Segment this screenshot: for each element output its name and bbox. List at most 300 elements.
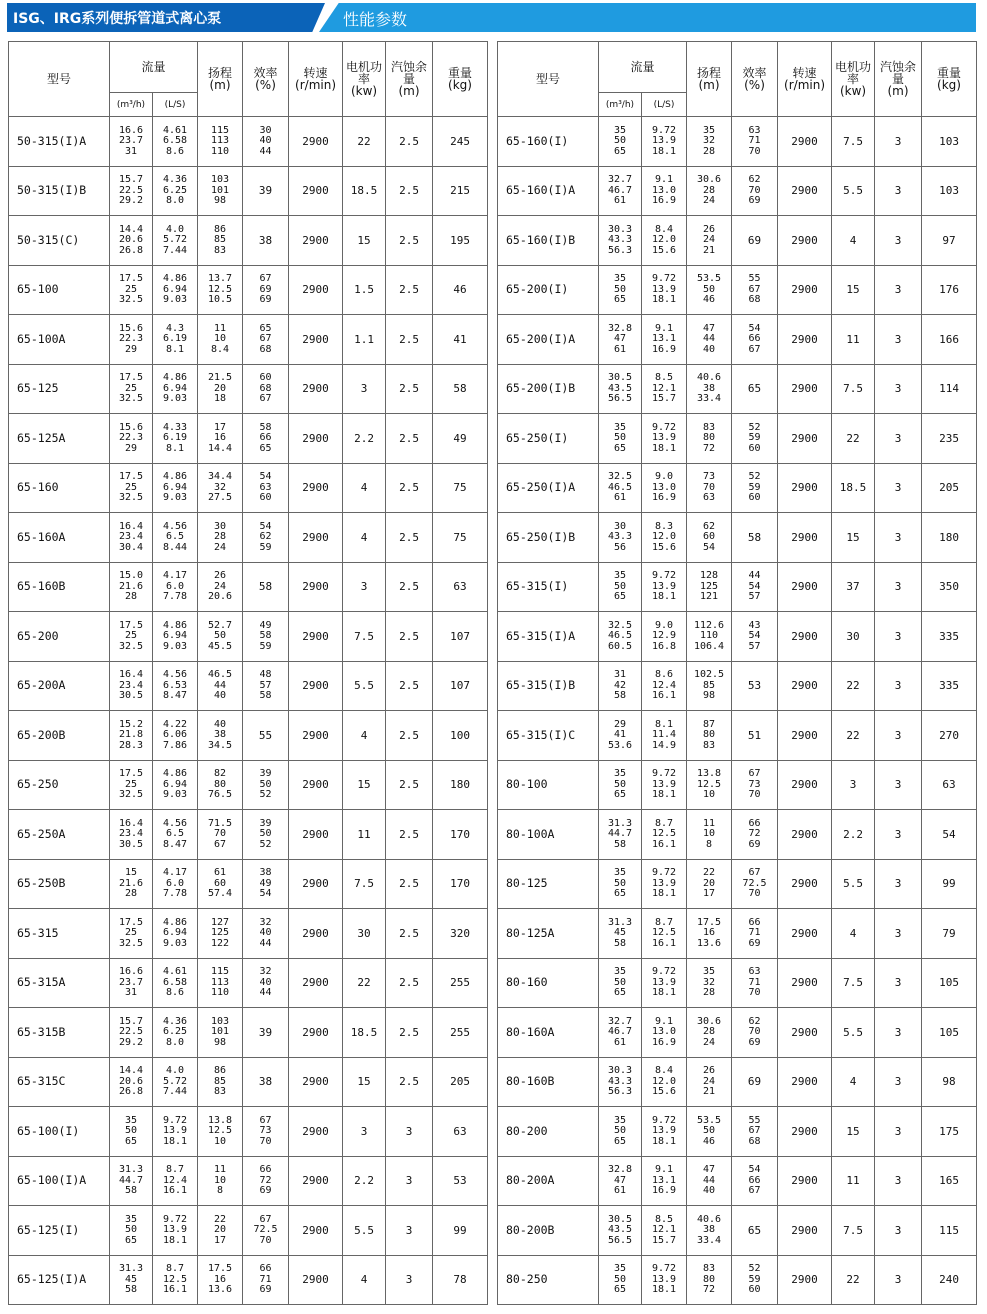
cell-power: 22 — [832, 1255, 875, 1305]
cell-flow-m3h: 35 50 65 — [599, 414, 642, 464]
cell-flow-m3h: 16.4 23.4 30.5 — [110, 661, 153, 711]
cell-speed: 2900 — [778, 958, 832, 1008]
table-row — [9, 909, 488, 959]
cell-power: 4 — [343, 1255, 386, 1305]
cell-flow-ls: 4.0 5.72 7.44 — [153, 1057, 198, 1107]
cell-flow-ls: 9.1 13.0 16.9 — [642, 166, 687, 216]
cell-power: 7.5 — [832, 117, 875, 167]
cell-head: 26 24 21 — [687, 216, 732, 266]
cell-flow-ls: 8.7 12.5 16.1 — [642, 810, 687, 860]
cell-flow-ls: 9.72 13.9 18.1 — [642, 1107, 687, 1157]
table-row — [498, 612, 977, 662]
cell-npsh: 3 — [386, 1156, 433, 1206]
cell-efficiency: 66 71 69 — [243, 1255, 289, 1305]
cell-power: 11 — [343, 810, 386, 860]
cell-npsh: 3 — [875, 760, 922, 810]
cell-efficiency: 32 40 44 — [243, 958, 289, 1008]
col-flow-ls: (L/S) — [642, 93, 687, 117]
cell-head: 128 125 121 — [687, 562, 732, 612]
cell-flow-m3h: 17.5 25 32.5 — [110, 760, 153, 810]
col-npsh: 汽蚀余量 (m) — [386, 42, 433, 117]
cell-power: 37 — [832, 562, 875, 612]
cell-npsh: 2.5 — [386, 166, 433, 216]
cell-flow-m3h: 17.5 25 32.5 — [110, 612, 153, 662]
cell-head: 13.8 12.5 10 — [198, 1107, 243, 1157]
cell-head: 47 44 40 — [687, 315, 732, 365]
cell-weight: 49 — [433, 414, 488, 464]
cell-efficiency: 55 67 68 — [732, 265, 778, 315]
cell-model: 65-125 — [9, 364, 110, 414]
col-speed: 转速 (r/min) — [289, 42, 343, 117]
cell-flow-m3h: 15.6 22.3 29 — [110, 414, 153, 464]
cell-head: 86 85 83 — [198, 1057, 243, 1107]
cell-speed: 2900 — [289, 810, 343, 860]
cell-npsh: 2.5 — [386, 661, 433, 711]
cell-efficiency: 67 72.5 70 — [243, 1206, 289, 1256]
cell-head: 103 101 98 — [198, 1008, 243, 1058]
cell-head: 87 80 83 — [687, 711, 732, 761]
cell-efficiency: 65 67 68 — [243, 315, 289, 365]
cell-npsh: 3 — [386, 1107, 433, 1157]
col-flow-m3h: (m³/h) — [599, 93, 642, 117]
col-flow-ls: (L/S) — [153, 93, 198, 117]
cell-npsh: 2.5 — [386, 612, 433, 662]
cell-head: 30 28 24 — [198, 513, 243, 563]
cell-flow-m3h: 35 50 65 — [599, 1255, 642, 1305]
cell-npsh: 3 — [875, 216, 922, 266]
cell-efficiency: 67 73 70 — [732, 760, 778, 810]
cell-model: 65-315B — [9, 1008, 110, 1058]
cell-speed: 2900 — [778, 166, 832, 216]
table-row — [498, 166, 977, 216]
cell-power: 4 — [343, 463, 386, 513]
cell-power: 5.5 — [832, 166, 875, 216]
cell-weight: 105 — [922, 958, 977, 1008]
cell-flow-m3h: 31 42 58 — [599, 661, 642, 711]
cell-head: 13.7 12.5 10.5 — [198, 265, 243, 315]
cell-npsh: 3 — [875, 711, 922, 761]
cell-flow-m3h: 30 43.3 56 — [599, 513, 642, 563]
cell-speed: 2900 — [778, 859, 832, 909]
cell-flow-m3h: 35 50 65 — [110, 1107, 153, 1157]
cell-model: 65-200A — [9, 661, 110, 711]
cell-speed: 2900 — [778, 216, 832, 266]
cell-efficiency: 63 71 70 — [732, 117, 778, 167]
cell-efficiency: 66 72 69 — [732, 810, 778, 860]
col-flow: 流量 — [599, 42, 687, 93]
cell-npsh: 2.5 — [386, 760, 433, 810]
cell-flow-m3h: 32.5 46.5 61 — [599, 463, 642, 513]
cell-weight: 170 — [433, 859, 488, 909]
table-row — [9, 117, 488, 167]
cell-power: 7.5 — [343, 612, 386, 662]
cell-model: 80-125A — [498, 909, 599, 959]
cell-model: 65-125(I)A — [9, 1255, 110, 1305]
cell-head: 40.6 38 33.4 — [687, 364, 732, 414]
table-row — [9, 661, 488, 711]
cell-power: 3 — [343, 364, 386, 414]
cell-npsh: 3 — [875, 1057, 922, 1107]
cell-weight: 180 — [433, 760, 488, 810]
cell-power: 22 — [343, 117, 386, 167]
cell-head: 83 80 72 — [687, 1255, 732, 1305]
cell-head: 26 24 21 — [687, 1057, 732, 1107]
table-row — [498, 1008, 977, 1058]
cell-weight: 350 — [922, 562, 977, 612]
cell-efficiency: 54 66 67 — [732, 1156, 778, 1206]
cell-efficiency: 39 — [243, 166, 289, 216]
cell-flow-ls: 8.7 12.5 16.1 — [642, 909, 687, 959]
cell-model: 65-125A — [9, 414, 110, 464]
cell-speed: 2900 — [778, 1206, 832, 1256]
cell-npsh: 2.5 — [386, 958, 433, 1008]
cell-weight: 195 — [433, 216, 488, 266]
cell-weight: 63 — [433, 1107, 488, 1157]
cell-efficiency: 43 54 57 — [732, 612, 778, 662]
cell-model: 80-160B — [498, 1057, 599, 1107]
cell-power: 4 — [832, 1057, 875, 1107]
cell-npsh: 2.5 — [386, 1008, 433, 1058]
cell-head: 62 60 54 — [687, 513, 732, 563]
cell-weight: 41 — [433, 315, 488, 365]
col-npsh: 汽蚀余量 (m) — [875, 42, 922, 117]
cell-head: 22 20 17 — [687, 859, 732, 909]
cell-efficiency: 39 50 52 — [243, 810, 289, 860]
table-row — [9, 364, 488, 414]
cell-model: 80-200B — [498, 1206, 599, 1256]
cell-npsh: 3 — [875, 958, 922, 1008]
cell-flow-ls: 9.72 13.9 18.1 — [642, 1255, 687, 1305]
cell-speed: 2900 — [289, 711, 343, 761]
cell-flow-m3h: 31.3 44.7 58 — [110, 1156, 153, 1206]
cell-flow-ls: 4.3 6.19 8.1 — [153, 315, 198, 365]
table-row — [498, 760, 977, 810]
cell-speed: 2900 — [778, 711, 832, 761]
cell-npsh: 3 — [386, 1255, 433, 1305]
cell-npsh: 3 — [875, 1156, 922, 1206]
cell-weight: 54 — [922, 810, 977, 860]
cell-npsh: 2.5 — [386, 859, 433, 909]
cell-weight: 97 — [922, 216, 977, 266]
cell-efficiency: 32 40 44 — [243, 909, 289, 959]
cell-head: 103 101 98 — [198, 166, 243, 216]
cell-efficiency: 49 58 59 — [243, 612, 289, 662]
cell-flow-ls: 9.0 12.9 16.8 — [642, 612, 687, 662]
cell-flow-m3h: 35 50 65 — [599, 859, 642, 909]
cell-efficiency: 67 69 69 — [243, 265, 289, 315]
cell-head: 82 80 76.5 — [198, 760, 243, 810]
table-row — [498, 859, 977, 909]
cell-flow-m3h: 35 50 65 — [110, 1206, 153, 1256]
cell-npsh: 3 — [875, 315, 922, 365]
cell-model: 65-315(I)A — [498, 612, 599, 662]
cell-npsh: 3 — [875, 414, 922, 464]
cell-flow-ls: 9.1 13.1 16.9 — [642, 1156, 687, 1206]
table-row — [9, 562, 488, 612]
cell-speed: 2900 — [289, 1107, 343, 1157]
cell-efficiency: 69 — [732, 1057, 778, 1107]
cell-power: 5.5 — [832, 1008, 875, 1058]
cell-flow-ls: 4.56 6.5 8.44 — [153, 513, 198, 563]
cell-weight: 63 — [433, 562, 488, 612]
cell-flow-ls: 9.0 13.0 16.9 — [642, 463, 687, 513]
cell-model: 80-100A — [498, 810, 599, 860]
cell-power: 22 — [832, 661, 875, 711]
cell-flow-m3h: 15.2 21.8 28.3 — [110, 711, 153, 761]
cell-model: 50-315(C) — [9, 216, 110, 266]
cell-efficiency: 52 59 60 — [732, 463, 778, 513]
cell-flow-ls: 4.36 6.25 8.0 — [153, 166, 198, 216]
cell-efficiency: 39 — [243, 1008, 289, 1058]
cell-efficiency: 65 — [732, 1206, 778, 1256]
cell-model: 65-160(I)A — [498, 166, 599, 216]
cell-speed: 2900 — [778, 562, 832, 612]
cell-efficiency: 58 — [243, 562, 289, 612]
cell-flow-ls: 4.17 6.0 7.78 — [153, 562, 198, 612]
col-weight: 重量 (kg) — [922, 42, 977, 117]
cell-head: 35 32 28 — [687, 117, 732, 167]
cell-flow-m3h: 32.8 47 61 — [599, 1156, 642, 1206]
table-row — [498, 1107, 977, 1157]
cell-npsh: 2.5 — [386, 117, 433, 167]
cell-power: 7.5 — [832, 364, 875, 414]
cell-power: 7.5 — [343, 859, 386, 909]
table-row — [9, 1107, 488, 1157]
cell-flow-m3h: 16.6 23.7 31 — [110, 117, 153, 167]
title-banner — [7, 3, 976, 32]
table-row — [9, 1057, 488, 1107]
table-row — [9, 513, 488, 563]
cell-weight: 99 — [433, 1206, 488, 1256]
cell-weight: 107 — [433, 612, 488, 662]
cell-power: 15 — [343, 1057, 386, 1107]
cell-speed: 2900 — [289, 364, 343, 414]
cell-flow-ls: 8.4 12.0 15.6 — [642, 216, 687, 266]
cell-efficiency: 62 70 69 — [732, 1008, 778, 1058]
cell-efficiency: 54 66 67 — [732, 315, 778, 365]
cell-npsh: 2.5 — [386, 513, 433, 563]
cell-speed: 2900 — [778, 364, 832, 414]
cell-model: 65-160(I)B — [498, 216, 599, 266]
cell-flow-m3h: 35 50 65 — [599, 958, 642, 1008]
cell-head: 52.7 50 45.5 — [198, 612, 243, 662]
cell-efficiency: 38 — [243, 1057, 289, 1107]
cell-weight: 98 — [922, 1057, 977, 1107]
cell-head: 11 10 8 — [687, 810, 732, 860]
cell-weight: 75 — [433, 513, 488, 563]
cell-flow-ls: 9.72 13.9 18.1 — [642, 562, 687, 612]
cell-weight: 103 — [922, 166, 977, 216]
cell-model: 65-315A — [9, 958, 110, 1008]
cell-model: 65-160(I) — [498, 117, 599, 167]
cell-flow-m3h: 30.3 43.3 56.3 — [599, 216, 642, 266]
cell-head: 53.5 50 46 — [687, 1107, 732, 1157]
cell-head: 127 125 122 — [198, 909, 243, 959]
cell-head: 47 44 40 — [687, 1156, 732, 1206]
cell-power: 15 — [832, 265, 875, 315]
cell-flow-ls: 4.86 6.94 9.03 — [153, 760, 198, 810]
cell-efficiency: 48 57 58 — [243, 661, 289, 711]
cell-head: 26 24 20.6 — [198, 562, 243, 612]
cell-flow-ls: 9.72 13.9 18.1 — [642, 958, 687, 1008]
cell-flow-ls: 4.86 6.94 9.03 — [153, 364, 198, 414]
cell-flow-ls: 9.72 13.9 18.1 — [642, 265, 687, 315]
cell-power: 22 — [832, 711, 875, 761]
cell-model: 50-315(I)A — [9, 117, 110, 167]
cell-model: 80-100 — [498, 760, 599, 810]
table-row — [498, 513, 977, 563]
cell-head: 46.5 44 40 — [198, 661, 243, 711]
cell-efficiency: 67 72.5 70 — [732, 859, 778, 909]
cell-npsh: 2.5 — [386, 364, 433, 414]
cell-model: 80-200A — [498, 1156, 599, 1206]
cell-model: 65-250B — [9, 859, 110, 909]
cell-model: 65-200(I) — [498, 265, 599, 315]
title-banner-light — [319, 3, 976, 32]
cell-power: 3 — [343, 562, 386, 612]
cell-flow-ls: 9.72 13.9 18.1 — [153, 1206, 198, 1256]
cell-efficiency: 62 70 69 — [732, 166, 778, 216]
cell-model: 80-125 — [498, 859, 599, 909]
cell-model: 65-200B — [9, 711, 110, 761]
cell-npsh: 3 — [875, 1008, 922, 1058]
table-row — [498, 1206, 977, 1256]
cell-weight: 99 — [922, 859, 977, 909]
cell-weight: 335 — [922, 661, 977, 711]
cell-npsh: 3 — [875, 562, 922, 612]
cell-npsh: 3 — [875, 612, 922, 662]
col-flow: 流量 — [110, 42, 198, 93]
cell-head: 11 10 8 — [198, 1156, 243, 1206]
cell-flow-m3h: 32.5 46.5 60.5 — [599, 612, 642, 662]
cell-model: 65-160A — [9, 513, 110, 563]
table-row — [498, 711, 977, 761]
col-efficiency: 效率 (%) — [732, 42, 778, 117]
cell-power: 7.5 — [832, 958, 875, 1008]
cell-head: 83 80 72 — [687, 414, 732, 464]
cell-model: 65-250(I)A — [498, 463, 599, 513]
cell-flow-m3h: 14.4 20.6 26.8 — [110, 1057, 153, 1107]
cell-flow-ls: 8.5 12.1 15.7 — [642, 364, 687, 414]
table-row — [498, 414, 977, 464]
cell-efficiency: 54 62 59 — [243, 513, 289, 563]
cell-head: 86 85 83 — [198, 216, 243, 266]
cell-weight: 166 — [922, 315, 977, 365]
cell-model: 65-200(I)A — [498, 315, 599, 365]
cell-weight: 53 — [433, 1156, 488, 1206]
table-row — [498, 315, 977, 365]
cell-weight: 255 — [433, 958, 488, 1008]
cell-speed: 2900 — [289, 1255, 343, 1305]
cell-speed: 2900 — [778, 1008, 832, 1058]
cell-weight: 75 — [433, 463, 488, 513]
cell-power: 5.5 — [832, 859, 875, 909]
cell-flow-ls: 8.7 12.5 16.1 — [153, 1255, 198, 1305]
cell-speed: 2900 — [778, 1255, 832, 1305]
cell-model: 80-160 — [498, 958, 599, 1008]
cell-efficiency: 38 — [243, 216, 289, 266]
col-head: 扬程 (m) — [198, 42, 243, 117]
cell-model: 65-100(I) — [9, 1107, 110, 1157]
table-row — [9, 315, 488, 365]
cell-model: 65-250A — [9, 810, 110, 860]
col-model: 型号 — [9, 42, 110, 117]
table-row — [9, 1206, 488, 1256]
cell-flow-m3h: 35 50 65 — [599, 265, 642, 315]
cell-model: 65-100(I)A — [9, 1156, 110, 1206]
table-row — [9, 1156, 488, 1206]
col-efficiency: 效率 (%) — [243, 42, 289, 117]
cell-efficiency: 55 — [243, 711, 289, 761]
table-row — [9, 166, 488, 216]
cell-flow-ls: 8.7 12.4 16.1 — [153, 1156, 198, 1206]
cell-flow-m3h: 17.5 25 32.5 — [110, 909, 153, 959]
cell-efficiency: 63 71 70 — [732, 958, 778, 1008]
cell-efficiency: 69 — [732, 216, 778, 266]
cell-speed: 2900 — [289, 859, 343, 909]
cell-speed: 2900 — [289, 958, 343, 1008]
table-row — [498, 1255, 977, 1305]
cell-head: 112.6 110 106.4 — [687, 612, 732, 662]
cell-weight: 103 — [922, 117, 977, 167]
cell-weight: 205 — [433, 1057, 488, 1107]
cell-flow-m3h: 17.5 25 32.5 — [110, 265, 153, 315]
cell-npsh: 3 — [875, 661, 922, 711]
cell-speed: 2900 — [289, 463, 343, 513]
cell-speed: 2900 — [289, 117, 343, 167]
cell-power: 30 — [832, 612, 875, 662]
cell-weight: 79 — [922, 909, 977, 959]
cell-efficiency: 58 66 65 — [243, 414, 289, 464]
cell-flow-m3h: 16.6 23.7 31 — [110, 958, 153, 1008]
cell-flow-m3h: 30.5 43.5 56.5 — [599, 1206, 642, 1256]
cell-flow-m3h: 15.6 22.3 29 — [110, 315, 153, 365]
cell-npsh: 2.5 — [386, 562, 433, 612]
cell-npsh: 3 — [875, 909, 922, 959]
cell-weight: 115 — [922, 1206, 977, 1256]
table-row — [498, 810, 977, 860]
cell-npsh: 2.5 — [386, 414, 433, 464]
cell-speed: 2900 — [778, 414, 832, 464]
cell-power: 4 — [343, 513, 386, 563]
cell-weight: 165 — [922, 1156, 977, 1206]
cell-speed: 2900 — [778, 1107, 832, 1157]
cell-flow-m3h: 35 50 65 — [599, 1107, 642, 1157]
cell-weight: 107 — [433, 661, 488, 711]
cell-model: 65-160 — [9, 463, 110, 513]
cell-efficiency: 65 — [732, 364, 778, 414]
table-row — [9, 265, 488, 315]
cell-efficiency: 39 50 52 — [243, 760, 289, 810]
cell-speed: 2900 — [289, 612, 343, 662]
table-row — [498, 562, 977, 612]
cell-power: 4 — [832, 216, 875, 266]
col-weight: 重量 (kg) — [433, 42, 488, 117]
cell-flow-ls: 8.5 12.1 15.7 — [642, 1206, 687, 1256]
cell-flow-m3h: 35 50 65 — [599, 562, 642, 612]
cell-flow-m3h: 15 21.6 28 — [110, 859, 153, 909]
table-row — [498, 265, 977, 315]
cell-model: 65-315(I)B — [498, 661, 599, 711]
cell-flow-m3h: 32.8 47 61 — [599, 315, 642, 365]
cell-npsh: 2.5 — [386, 711, 433, 761]
cell-speed: 2900 — [289, 166, 343, 216]
cell-weight: 270 — [922, 711, 977, 761]
cell-npsh: 3 — [875, 117, 922, 167]
cell-efficiency: 51 — [732, 711, 778, 761]
cell-flow-m3h: 30.5 43.5 56.5 — [599, 364, 642, 414]
cell-efficiency: 55 67 68 — [732, 1107, 778, 1157]
